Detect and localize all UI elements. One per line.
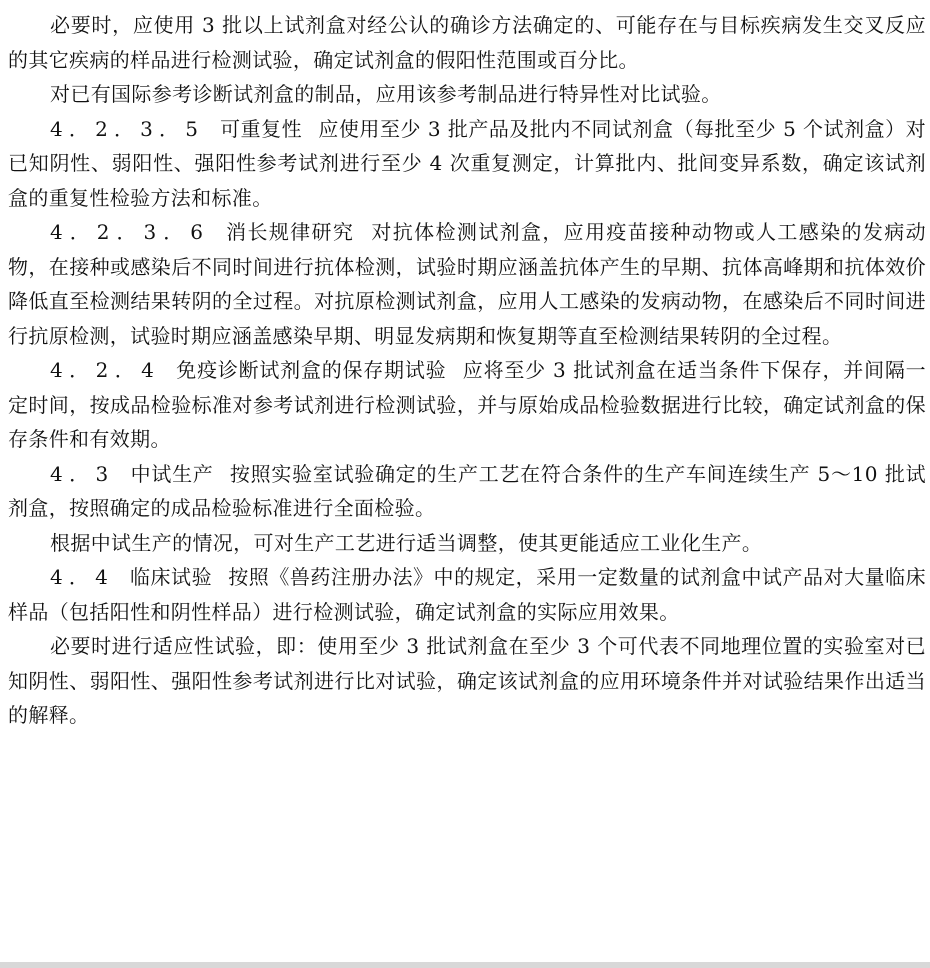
- section-heading: 可重复性: [219, 116, 303, 141]
- paragraph-text: 对抗体检测试剂盒，应用疫苗接种动物或人工感染的发病动物，在接种或感染后不同时间进行抗体检测，试验时期应涵盖抗体产生的早期、抗体高峰期和抗体效价降低直至检测结果转阴的全过程。对抗原检测试剂盒，应用人工感染的发病动物，在感染后不同时间进行抗原检测，试验时期应涵盖感染早期、明显发病期和恢复期等直至检测结果转阴的全过程。: [8, 220, 926, 348]
- section-heading: 中试生产: [130, 461, 214, 486]
- paragraph-kinetics-study: [8, 215, 926, 353]
- paragraph-repeatability: [8, 112, 926, 216]
- paragraph-text: 对已有国际参考诊断试剂盒的制品，应用该参考制品进行特异性对比试验。: [50, 82, 722, 106]
- section-heading: 免疫诊断试剂盒的保存期试验: [175, 358, 447, 382]
- paragraph-shelf-life: [8, 353, 926, 457]
- paragraph-text: 应使用至少 3 批产品及批内不同试剂盒（每批至少 5 个试剂盒）对已知阴性、弱阳性、强阳性参考试剂进行至少 4 次重复测定，计算批内、批间变异系数，确定该试剂盒的重复性检验方法和标准。: [8, 116, 926, 210]
- section-number: 4．4: [50, 565, 114, 589]
- section-number: 4．3: [50, 461, 115, 486]
- paragraph-text: 根据中试生产的情况，可对生产工艺进行适当调整，使其更能适应工业化生产。: [50, 530, 763, 555]
- paragraph-adaptability-test: [8, 629, 926, 733]
- paragraph-clinical-trial: [8, 560, 926, 629]
- paragraph-process-adjustment: [8, 526, 926, 561]
- document-page: [8, 8, 926, 733]
- paragraph-cross-reaction: [8, 8, 926, 77]
- section-number: 4．2．4: [50, 358, 160, 382]
- paragraph-text: 必要时进行适应性试验，即：使用至少 3 批试剂盒在至少 3 个可代表不同地理位置的实验室对已知阴性、弱阳性、强阳性参考试剂进行比对试验，确定该试剂盒的应用环境条件并对试验结果作出适当的解释。: [8, 634, 926, 727]
- paragraph-text: 必要时，应使用 3 批以上试剂盒对经公认的确诊方法确定的、可能存在与目标疾病发生交叉反应的其它疾病的样品进行检测试验，确定试剂盒的假阳性范围或百分比。: [8, 13, 926, 72]
- section-number: 4．2．3．6: [50, 220, 210, 244]
- paragraph-reference-comparison: [8, 77, 926, 112]
- section-heading: 临床试验: [129, 565, 213, 589]
- paragraph-pilot-production: [8, 457, 926, 526]
- section-heading: 消长规律研究: [225, 220, 355, 244]
- page-bottom-edge: [0, 962, 930, 968]
- paragraph-text: 按照实验室试验确定的生产工艺在符合条件的生产车间连续生产 5～10 批试剂盒，按照确定的成品检验标准进行全面检验。: [8, 461, 926, 520]
- section-number: 4．2．3．5: [50, 116, 204, 141]
- paragraph-text: 应将至少 3 批试剂盒在适当条件下保存，并间隔一定时间，按成品检验标准对参考试剂进行检测试验，并与原始成品检验数据进行比较，确定试剂盒的保存条件和有效期。: [8, 358, 926, 451]
- paragraph-text: 按照《兽药注册办法》中的规定，采用一定数量的试剂盒中试产品对大量临床样品（包括阳性和阴性样品）进行检测试验，确定试剂盒的实际应用效果。: [8, 565, 927, 624]
